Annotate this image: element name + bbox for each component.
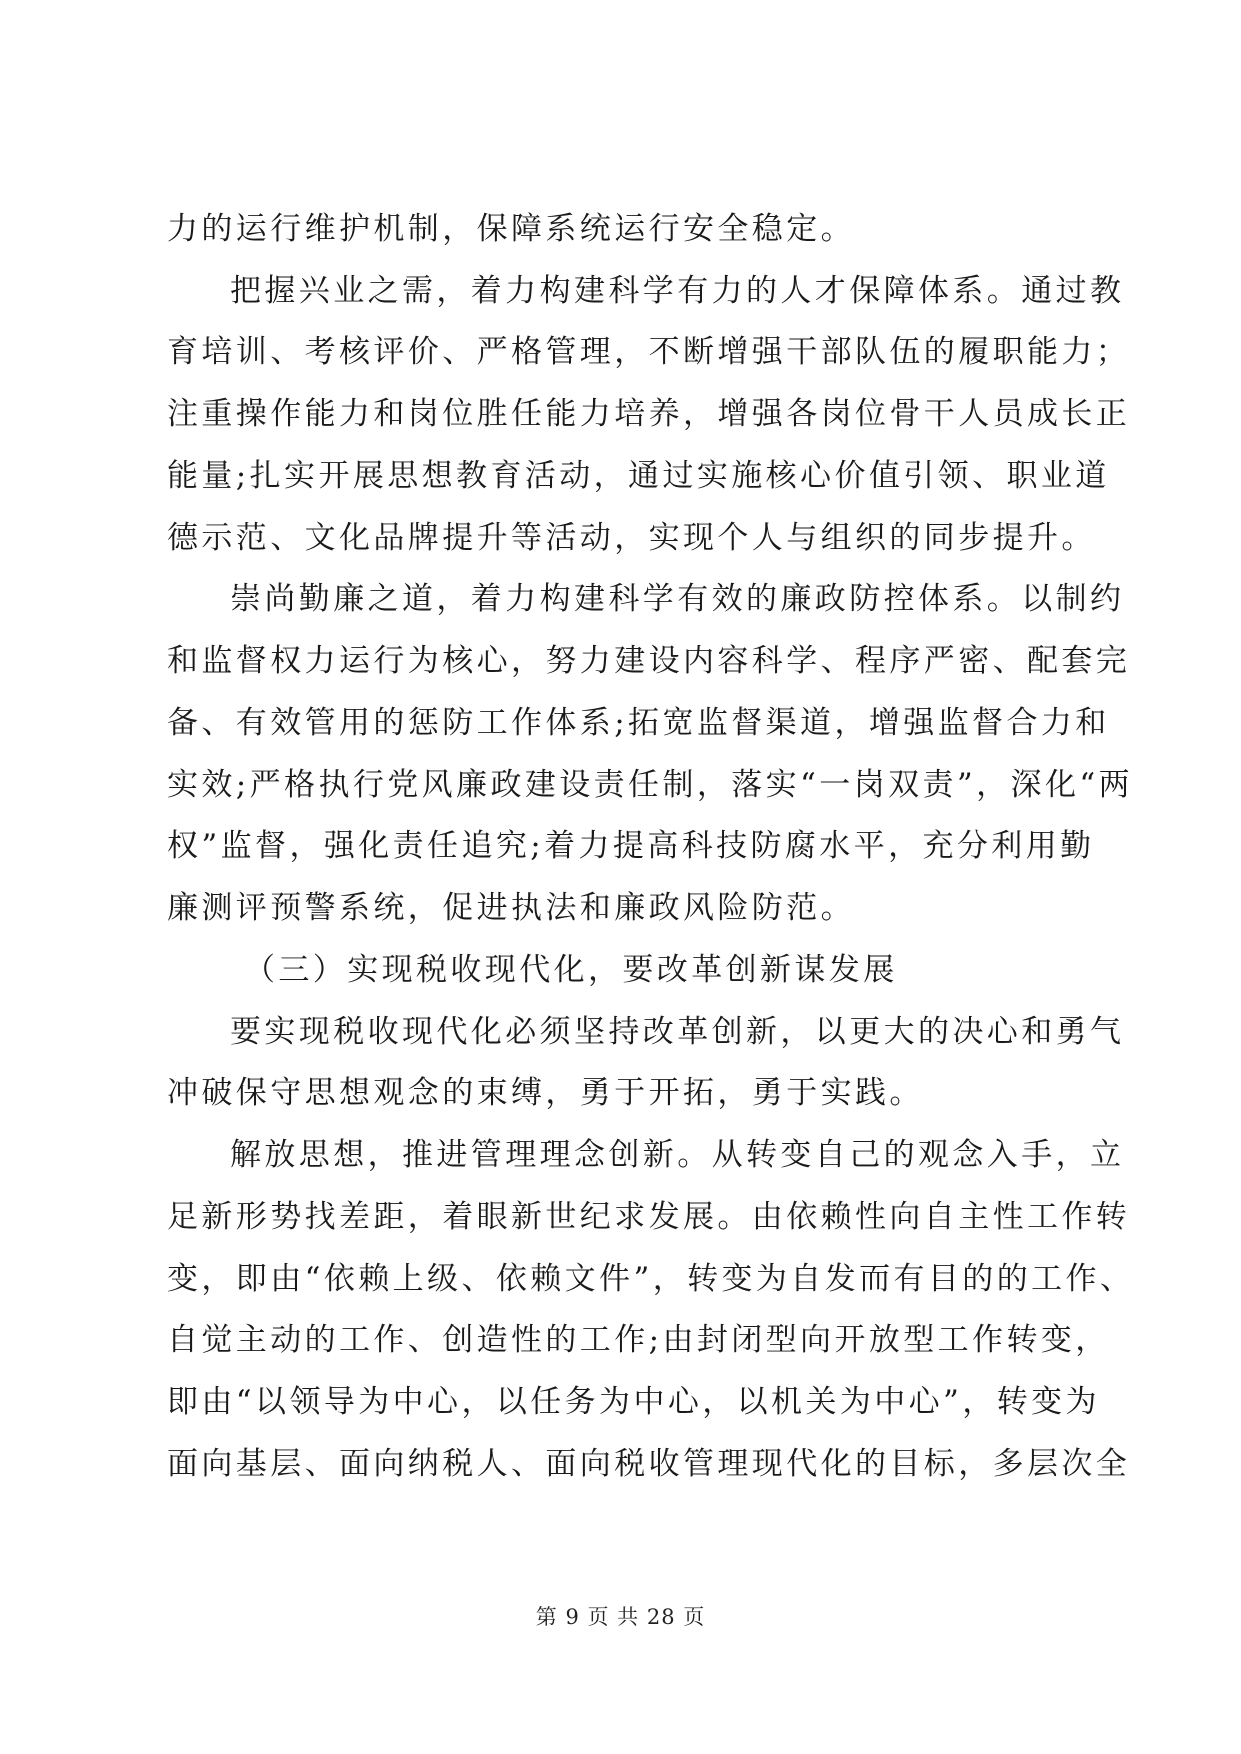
paragraph-first-line: 解放思想，推进管理理念创新。从转变自己的观念入手，立 [230,1137,1125,1173]
text-line: 权”监督，强化责任追究;着力提高科技防腐水平，充分利用勤 [167,828,1095,864]
paragraph-first-line: 把握兴业之需，着力构建科学有力的人才保障体系。通过教 [230,273,1125,309]
text-line: 变，即由“依赖上级、依赖文件”，转变为自发而有目的的工作、 [167,1261,1135,1297]
text-line: 廉测评预警系统，促进执法和廉政风险防范。 [167,890,855,926]
text-line: 注重操作能力和岗位胜任能力培养，增强各岗位骨干人员成长正 [167,396,1131,432]
text-line: 即由“以领导为中心，以任务为中心，以机关为中心”，转变为 [167,1384,1100,1420]
text-line: 和监督权力运行为核心，努力建设内容科学、程序严密、配套完 [167,643,1131,679]
paragraph-first-line: 崇尚勤廉之道，着力构建科学有效的廉政防控体系。以制约 [230,581,1125,617]
text-line: 能量;扎实开展思想教育活动，通过实施核心价值引领、职业道 [167,458,1110,494]
text-line: 冲破保守思想观念的束缚，勇于开拓，勇于实践。 [167,1075,924,1111]
text-line: 实效;严格执行党风廉政建设责任制，落实“一岗双责”，深化“两 [167,767,1133,803]
text-line: 备、有效管用的惩防工作体系;拓宽监督渠道，增强监督合力和 [167,705,1110,741]
text-line: 自觉主动的工作、创造性的工作;由封闭型向开放型工作转变， [167,1322,1110,1358]
text-line: 足新形势找差距，着眼新世纪求发展。由依赖性向自主性工作转 [167,1199,1131,1235]
text-line: 力的运行维护机制，保障系统运行安全稳定。 [167,211,855,247]
paragraph-first-line: 要实现税收现代化必须坚持改革创新，以更大的决心和勇气 [230,1014,1125,1050]
section-heading: （三）实现税收现代化，要改革创新谋发展 [244,952,898,988]
text-line: 面向基层、面向纳税人、面向税收管理现代化的目标，多层次全 [167,1446,1131,1482]
page-number-footer: 第 9 页 共 28 页 [535,1605,706,1629]
text-line: 德示范、文化品牌提升等活动，实现个人与组织的同步提升。 [167,520,1096,556]
text-line: 育培训、考核评价、严格管理，不断增强干部队伍的履职能力； [167,334,1131,370]
